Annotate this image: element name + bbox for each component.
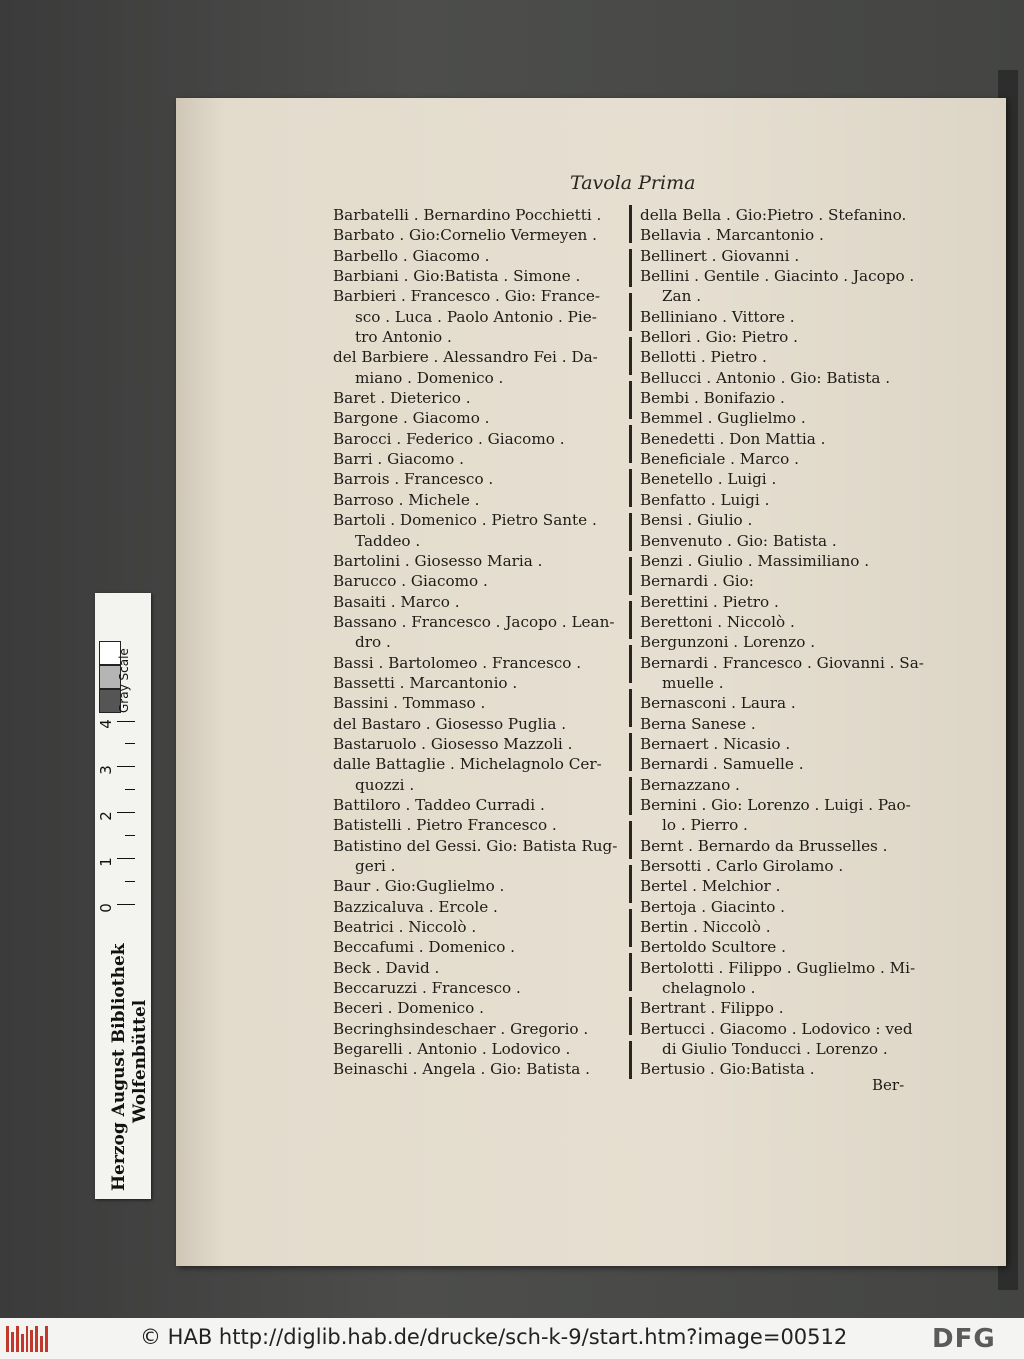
index-entry: Bernardi . Francesco . Giovanni . Sa- bbox=[640, 653, 924, 672]
index-entry: Bernasconi . Laura . bbox=[640, 694, 796, 713]
index-entry: Barrois . Francesco . bbox=[333, 470, 494, 489]
right-column bbox=[640, 205, 940, 1080]
index-entry: Barroso . Michele . bbox=[333, 490, 480, 509]
index-entry: Bernini . Gio: Lorenzo . Luigi . Pao- bbox=[640, 795, 911, 814]
ruler-tick bbox=[125, 789, 135, 790]
index-entry: Barbato . Gio:Cornelio Vermeyen . bbox=[333, 226, 597, 245]
ruler-number: 3 bbox=[96, 765, 115, 775]
index-entry: Belliniano . Vittore . bbox=[640, 307, 795, 326]
index-entry: Benedetti . Don Mattia . bbox=[640, 429, 826, 448]
index-entry: Bastaruolo . Giosesso Mazzoli . bbox=[333, 734, 573, 753]
index-entry: Bernazzano . bbox=[640, 775, 740, 794]
index-entry: Bernaert . Nicasio . bbox=[640, 734, 791, 753]
ruler-number: 1 bbox=[96, 857, 115, 867]
index-entry: muelle . bbox=[662, 673, 724, 692]
index-entry: Beck . David . bbox=[333, 958, 440, 977]
index-entry: Beneficiale . Marco . bbox=[640, 450, 799, 469]
catchword: Ber- bbox=[872, 1076, 905, 1094]
index-entry: Barocci . Federico . Giacomo . bbox=[333, 429, 565, 448]
left-column bbox=[333, 205, 625, 1080]
index-entry: Barucco . Giacomo . bbox=[333, 572, 488, 591]
column-divider bbox=[629, 205, 632, 1085]
index-entry: Zan . bbox=[662, 287, 702, 306]
index-entry: del Bastaro . Giosesso Puglia . bbox=[333, 714, 567, 733]
index-entry: Bartoli . Domenico . Pietro Sante . bbox=[333, 511, 597, 530]
index-entry: Beatrici . Niccolò . bbox=[333, 918, 477, 937]
index-entry: Baur . Gio:Guglielmo . bbox=[333, 877, 505, 896]
index-entry: Berettini . Pietro . bbox=[640, 592, 779, 611]
index-entry: Bertoja . Giacinto . bbox=[640, 897, 785, 916]
index-entry: Barbiani . Gio:Batista . Simone . bbox=[333, 267, 581, 286]
footer-bar bbox=[0, 1318, 1024, 1359]
index-entry: dro . bbox=[355, 633, 391, 652]
index-entry: Bembi . Bonifazio . bbox=[640, 389, 785, 408]
ruler-number: 0 bbox=[96, 903, 115, 913]
index-entry: Bassini . Tommaso . bbox=[333, 694, 486, 713]
index-entry: Bazzicaluva . Ercole . bbox=[333, 897, 498, 916]
ruler-tick bbox=[125, 881, 135, 882]
index-entry: Benetello . Luigi . bbox=[640, 470, 777, 489]
index-entry: Berettoni . Niccolò . bbox=[640, 612, 795, 631]
index-entry: sco . Luca . Paolo Antonio . Pie- bbox=[355, 307, 597, 326]
index-entry: Bassano . Francesco . Jacopo . Lean- bbox=[333, 612, 615, 631]
index-entry: Barbello . Giacomo . bbox=[333, 246, 490, 265]
index-entry: dalle Battaglie . Michelagnolo Cer- bbox=[333, 755, 602, 774]
index-entry: Bellini . Gentile . Giacinto . Jacopo . bbox=[640, 267, 915, 286]
index-entry: Barri . Giacomo . bbox=[333, 450, 464, 469]
index-entry: Bassetti . Marcantonio . bbox=[333, 673, 518, 692]
index-entry: Barbatelli . Bernardino Pocchietti . bbox=[333, 206, 602, 224]
hab-logo-icon bbox=[6, 1326, 48, 1352]
index-entry: Bertusio . Gio:Batista . bbox=[640, 1060, 815, 1079]
index-entry: Bersotti . Carlo Girolamo . bbox=[640, 857, 844, 875]
ruler-city: Wolfenbüttel bbox=[130, 999, 150, 1123]
index-entry: Baret . Dieterico . bbox=[333, 389, 471, 408]
index-entry: Bernt . Bernardo da Brusselles . bbox=[640, 836, 888, 855]
index-entry: Benzi . Giulio . Massimiliano . bbox=[640, 551, 870, 570]
index-entry: Begarelli . Antonio . Lodovico . bbox=[333, 1040, 571, 1059]
index-entry: tro Antonio . bbox=[355, 328, 452, 347]
ruler-tick bbox=[125, 743, 135, 744]
ruler-tick bbox=[117, 812, 135, 813]
index-entry: Beccafumi . Domenico . bbox=[333, 938, 516, 957]
index-entry: Bertin . Niccolò . bbox=[640, 918, 771, 937]
index-entry: lo . Pierro . bbox=[662, 816, 748, 835]
index-entry: quozzi . bbox=[355, 775, 415, 794]
index-entry: Bellavia . Marcantonio . bbox=[640, 226, 824, 245]
index-entry: Beccaruzzi . Francesco . bbox=[333, 979, 521, 998]
index-entry: Bargone . Giacomo . bbox=[333, 409, 490, 428]
ruler-number: 4 bbox=[96, 719, 115, 729]
index-entry: Bellucci . Antonio . Gio: Batista . bbox=[640, 368, 891, 387]
index-entry: Beinaschi . Angela . Gio: Batista . bbox=[333, 1060, 590, 1079]
index-entry: Benfatto . Luigi . bbox=[640, 490, 770, 509]
index-entry: Basaiti . Marco . bbox=[333, 592, 460, 611]
ruler-number: 2 bbox=[96, 811, 115, 821]
ruler-tick bbox=[117, 904, 135, 905]
index-entry: Bartolini . Giosesso Maria . bbox=[333, 551, 543, 570]
index-entry: Batistino del Gessi. Gio: Batista Rug- bbox=[333, 836, 618, 855]
index-entry: Beceri . Domenico . bbox=[333, 999, 484, 1018]
dfg-logo: DFG bbox=[932, 1324, 996, 1354]
ruler-tick bbox=[117, 858, 135, 859]
page-header: Tavola Prima bbox=[570, 172, 696, 194]
index-entry: Barbieri . Francesco . Gio: France- bbox=[333, 287, 601, 306]
index-entry: geri . bbox=[355, 857, 396, 875]
ruler-library-name: Herzog August Bibliothek bbox=[109, 943, 129, 1191]
index-entry: miano . Domenico . bbox=[355, 368, 504, 387]
index-entry: Battiloro . Taddeo Curradi . bbox=[333, 795, 545, 814]
index-entry: Bemmel . Guglielmo . bbox=[640, 409, 806, 428]
index-entry: Bergunzoni . Lorenzo . bbox=[640, 633, 816, 652]
index-entry: Taddeo . bbox=[355, 531, 421, 550]
index-entry: Batistelli . Pietro Francesco . bbox=[333, 816, 557, 835]
index-entry: Benvenuto . Gio: Batista . bbox=[640, 531, 837, 550]
ruler-tick bbox=[117, 766, 135, 767]
index-entry: del Barbiere . Alessandro Fei . Da- bbox=[333, 348, 598, 367]
gray-scale-label: Gray Scale bbox=[117, 648, 131, 713]
scale-ruler bbox=[95, 593, 151, 1199]
index-entry: Bertolotti . Filippo . Guglielmo . Mi- bbox=[640, 958, 916, 977]
ruler-tick bbox=[117, 721, 135, 722]
index-entry: Bertucci . Giacomo . Lodovico : ved bbox=[640, 1019, 913, 1038]
index-entry: Bernardi . Gio: bbox=[640, 572, 754, 591]
index-entry: Bassi . Bartolomeo . Francesco . bbox=[333, 653, 582, 672]
index-entry: Bertrant . Filippo . bbox=[640, 999, 784, 1018]
index-entry: Bellotti . Pietro . bbox=[640, 348, 767, 367]
index-entry: Bellinert . Giovanni . bbox=[640, 246, 800, 265]
index-entry: Berna Sanese . bbox=[640, 714, 756, 733]
index-entry: Bellori . Gio: Pietro . bbox=[640, 328, 798, 347]
index-entry: Bertel . Melchior . bbox=[640, 877, 781, 896]
source-url[interactable]: © HAB http://diglib.hab.de/drucke/sch-k-9/start.htm?image=00512 bbox=[140, 1325, 848, 1349]
index-entry: chelagnolo . bbox=[662, 979, 756, 998]
index-entry: di Giulio Tonducci . Lorenzo . bbox=[662, 1040, 888, 1059]
ruler-tick bbox=[125, 835, 135, 836]
index-entry: Bensi . Giulio . bbox=[640, 511, 753, 530]
index-entry: della Bella . Gio:Pietro . Stefanino. bbox=[640, 206, 907, 224]
index-entry: Bertoldo Scultore . bbox=[640, 938, 786, 957]
index-entry: Bernardi . Samuelle . bbox=[640, 755, 804, 774]
index-entry: Becringhsindeschaer . Gregorio . bbox=[333, 1019, 589, 1038]
